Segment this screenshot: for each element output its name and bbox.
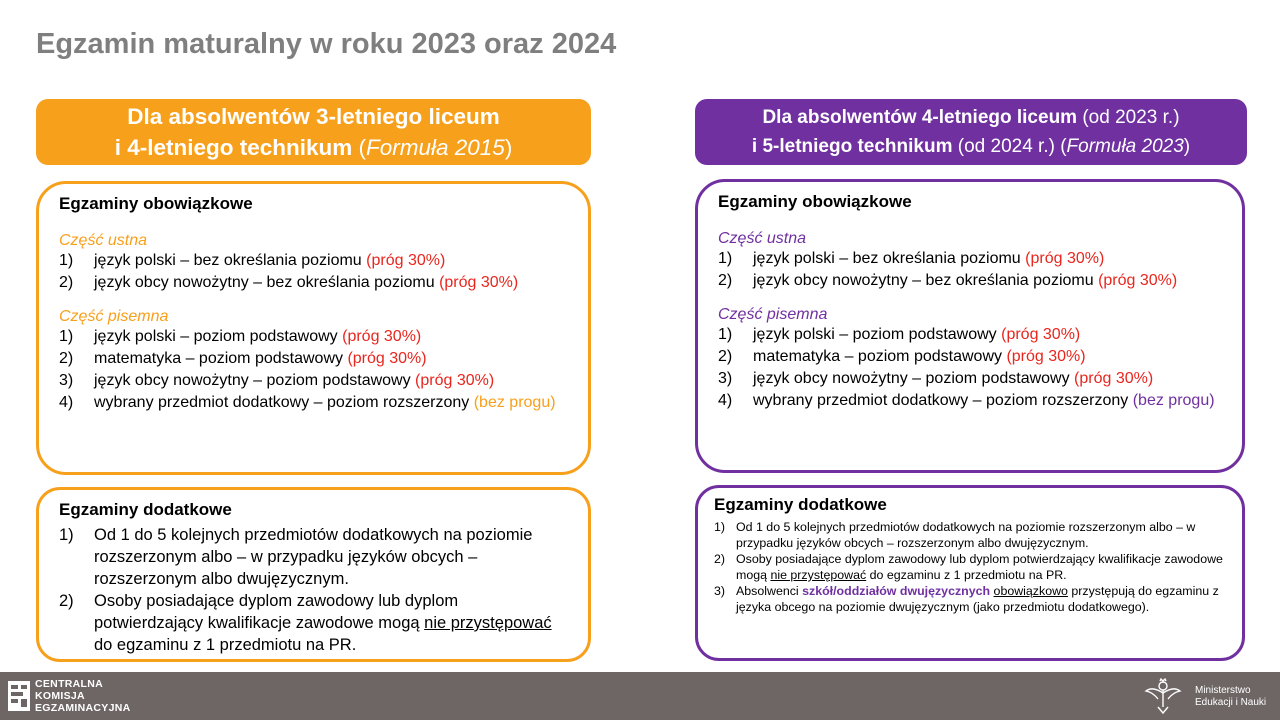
list-item (59, 392, 568, 414)
list-item (59, 348, 568, 370)
list-item (714, 583, 1226, 615)
banner-formula-label: Formuła 2023 (1066, 136, 1184, 157)
list-item (718, 368, 1222, 390)
item-text: język obcy nowożytny – poziom podstawowy (94, 372, 416, 389)
item-text: język polski – poziom podstawowy (94, 328, 343, 345)
bilingual-schools-text: szkół/oddziałów dwujęzycznych (802, 584, 991, 598)
oral-list (59, 250, 568, 294)
list-item (59, 250, 568, 272)
item-number: 1) (59, 252, 74, 269)
banner-line-1-rest: (od 2023 r.) (1077, 107, 1180, 128)
banner-line-2-rest: (od 2024 r.) ( (952, 136, 1067, 157)
threshold-note: (bez progu) (1132, 392, 1215, 409)
item-number: 2) (59, 592, 74, 610)
underlined-text: nie przystępować (424, 614, 552, 632)
item-text: do egzaminu z 1 przedmiotu na PR. (94, 636, 357, 654)
additional-exams-list (59, 524, 568, 656)
item-number: 1) (714, 520, 726, 534)
banner-line-1-bold: Dla absolwentów 4-letniego liceum (762, 107, 1078, 128)
item-text: język polski – bez określania poziomu (94, 252, 367, 269)
written-part-heading: Część pisemna (59, 308, 169, 325)
threshold-note: (próg 30%) (1074, 370, 1154, 387)
item-text: Od 1 do 5 kolejnych przedmiotów dodatkowych na poziomie rozszerzonym albo – w przypadku języków obcych – rozszerzonym albo dwujęzycznym. (736, 520, 1196, 550)
cke-name (35, 678, 131, 714)
additional-exams-list (714, 519, 1226, 615)
item-text: do egzaminu z 1 przedmiotu na PR. (866, 568, 1067, 582)
list-item (718, 390, 1222, 412)
cke-line: CENTRALNA (35, 678, 104, 690)
cke-line: KOMISJA (35, 690, 85, 702)
banner-line-1: Dla absolwentów 3-letniego liceum (127, 104, 500, 129)
men-name (1195, 685, 1266, 709)
cke-logo-icon (8, 681, 30, 711)
item-number: 1) (718, 250, 733, 267)
item-text: przystępują do egzaminu z języka obcego na poziomie dwujęzycznym (jako przedmiotu dodatkowego). (736, 584, 1219, 614)
page-title: Egzamin maturalny w roku 2023 oraz 2024 (36, 28, 617, 60)
item-text: wybrany przedmiot dodatkowy – poziom rozszerzony (753, 392, 1133, 409)
banner-line-2-bold: i 5-letniego technikum (751, 136, 953, 157)
item-number: 3) (714, 584, 726, 598)
threshold-note: (próg 30%) (1001, 326, 1081, 343)
item-number: 3) (59, 372, 74, 389)
threshold-note: (próg 30%) (439, 274, 519, 291)
list-item (59, 524, 568, 590)
list-item (59, 370, 568, 392)
list-item (718, 270, 1222, 292)
list-item (714, 519, 1226, 551)
cke-line: EGZAMINACYJNA (35, 702, 131, 714)
eagle-emblem-icon (1143, 677, 1183, 715)
banner-formula-2023 (695, 99, 1247, 165)
additional-exams-heading: Egzaminy dodatkowe (714, 495, 887, 514)
men-line: Edukacji i Nauki (1195, 697, 1267, 708)
item-number: 1) (718, 326, 733, 343)
list-item (718, 346, 1222, 368)
item-text: język polski – bez określania poziomu (753, 250, 1026, 267)
footer-bar (0, 672, 1280, 720)
item-text: Absolwenci (736, 584, 803, 598)
written-list (718, 324, 1222, 412)
underlined-text: nie przystępować (770, 568, 867, 582)
item-number: 2) (59, 274, 74, 291)
written-part-heading: Część pisemna (718, 306, 828, 323)
item-number: 4) (59, 394, 74, 411)
item-text: język obcy nowożytny – poziom podstawowy (753, 370, 1075, 387)
item-number: 2) (718, 272, 733, 289)
written-list (59, 326, 568, 414)
list-item (59, 590, 568, 656)
item-text: język obcy nowożytny – bez określania poziomu (94, 274, 440, 291)
item-text: Osoby posiadające dyplom zawodowy lub dyplom potwierdzający kwalifikacje zawodowe mogą (736, 552, 1223, 582)
item-number: 1) (59, 328, 74, 345)
item-text: wybrany przedmiot dodatkowy – poziom rozszerzony (94, 394, 474, 411)
item-text: język polski – poziom podstawowy (753, 326, 1002, 343)
list-item (59, 272, 568, 294)
banner-line-2-bold: i 4-letniego technikum (114, 135, 353, 160)
item-number: 2) (718, 348, 733, 365)
additional-exams-box-2023 (695, 485, 1245, 661)
mandatory-exams-box-2015 (36, 181, 591, 475)
item-number: 3) (718, 370, 733, 387)
list-item (714, 551, 1226, 583)
item-text: matematyka – poziom podstawowy (94, 350, 348, 367)
threshold-note: (próg 30%) (415, 372, 495, 389)
banner-paren-close: ) (504, 135, 513, 160)
banner-formula-2015 (36, 99, 591, 165)
item-text: matematyka – poziom podstawowy (753, 348, 1007, 365)
threshold-note: (bez progu) (473, 394, 556, 411)
list-item (718, 324, 1222, 346)
oral-part-heading: Część ustna (59, 232, 148, 249)
item-number: 2) (59, 350, 74, 367)
item-number: 4) (718, 392, 733, 409)
additional-exams-heading: Egzaminy dodatkowe (59, 500, 232, 519)
threshold-note: (próg 30%) (342, 328, 422, 345)
underlined-text: obowiązkowo (993, 584, 1068, 598)
threshold-note: (próg 30%) (366, 252, 446, 269)
banner-paren-open: ( (352, 135, 366, 160)
mandatory-exams-box-2023 (695, 179, 1245, 473)
item-text: Od 1 do 5 kolejnych przedmiotów dodatkowych na poziomie rozszerzonym albo – w przypadku języków obcych – rozszerzonym albo dwujęzycznym. (94, 526, 533, 588)
threshold-note: (próg 30%) (1098, 272, 1178, 289)
mandatory-exams-heading: Egzaminy obowiązkowe (59, 194, 253, 213)
list-item (59, 326, 568, 348)
additional-exams-box-2015 (36, 487, 591, 662)
oral-part-heading: Część ustna (718, 230, 807, 247)
list-item (718, 248, 1222, 270)
item-number: 2) (714, 552, 726, 566)
oral-list (718, 248, 1222, 292)
banner-formula-label: Formuła 2015 (365, 135, 505, 160)
item-text: język obcy nowożytny – bez określania poziomu (753, 272, 1099, 289)
mandatory-exams-heading: Egzaminy obowiązkowe (718, 192, 912, 211)
item-text: Osoby posiadające dyplom zawodowy lub dyplom potwierdzający kwalifikacje zawodowe mogą (94, 592, 459, 632)
threshold-note: (próg 30%) (347, 350, 427, 367)
threshold-note: (próg 30%) (1025, 250, 1105, 267)
item-number: 1) (59, 526, 74, 544)
threshold-note: (próg 30%) (1006, 348, 1086, 365)
banner-paren-close: ) (1183, 136, 1191, 157)
men-line: Ministerstwo (1195, 685, 1251, 696)
